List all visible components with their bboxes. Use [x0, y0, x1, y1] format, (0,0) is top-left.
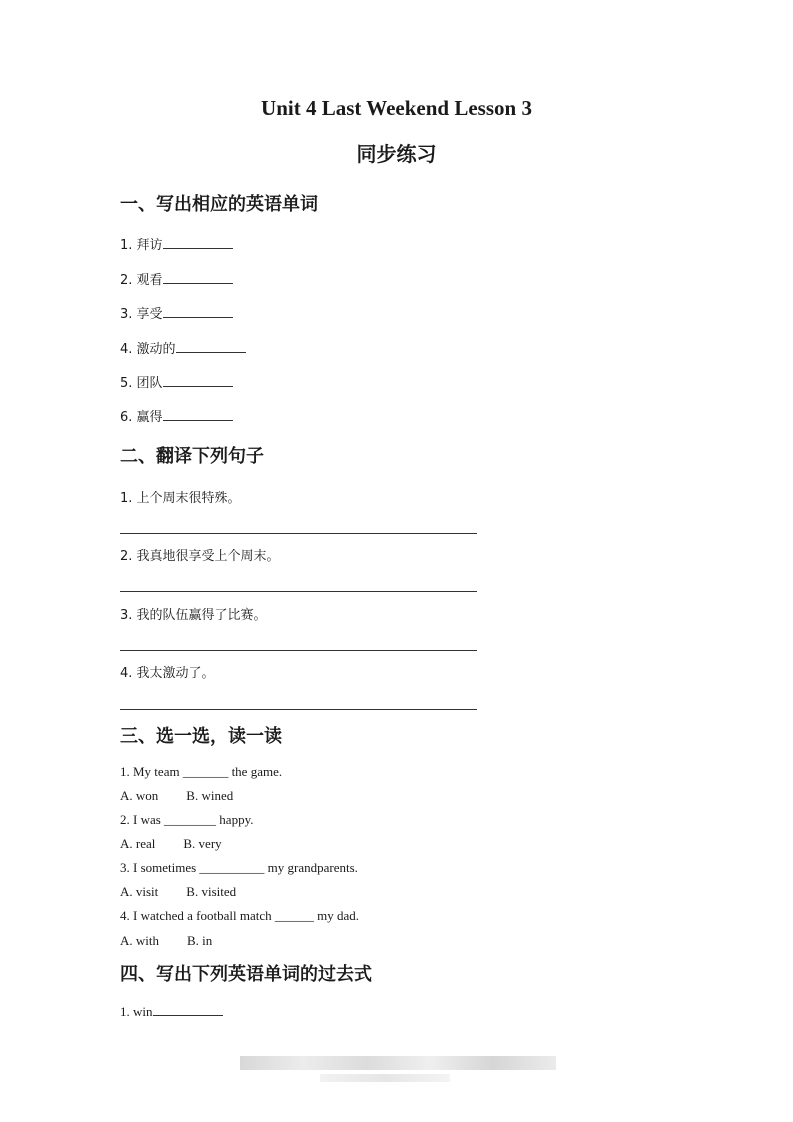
answer-blank[interactable] [163, 408, 233, 421]
item-label: 5. 团队 [120, 376, 163, 391]
list-item: 4. 我太激动了。 [120, 666, 215, 681]
list-item [120, 269, 233, 288]
answer-blank[interactable] [176, 340, 246, 353]
answer-blank[interactable] [163, 236, 233, 249]
options-row [120, 836, 222, 852]
item-label: 2. 观看 [120, 273, 163, 288]
option-a[interactable]: A. with [120, 933, 159, 948]
answer-line[interactable] [120, 650, 477, 651]
option-a[interactable]: A. won [120, 788, 159, 803]
option-b[interactable]: B. in [187, 933, 213, 948]
question-text: 4. I watched a football match ______ my dad. [120, 908, 359, 923]
answer-blank[interactable] [163, 374, 233, 387]
item-label: 1. win [120, 1004, 153, 1019]
answer-line[interactable] [120, 591, 477, 592]
list-item [120, 338, 246, 357]
section-4-heading: 四、写出下列英语单词的过去式 [120, 964, 372, 985]
options-row [120, 788, 233, 804]
options-row [120, 933, 212, 949]
blurred-footer [240, 1056, 556, 1070]
list-item [120, 234, 233, 253]
list-item: 3. 我的队伍赢得了比赛。 [120, 608, 267, 623]
page-title: Unit 4 Last Weekend Lesson 3 [261, 96, 532, 120]
question-text: 1. My team _______ the game. [120, 764, 283, 779]
answer-line[interactable] [120, 533, 477, 534]
option-b[interactable]: B. very [183, 836, 222, 851]
option-b[interactable]: B. wined [186, 788, 234, 803]
option-a[interactable]: A. real [120, 836, 156, 851]
question-text: 2. I was ________ happy. [120, 812, 254, 827]
question-text: 3. I sometimes __________ my grandparents. [120, 860, 358, 875]
item-label: 6. 赢得 [120, 410, 163, 425]
list-item [120, 372, 233, 391]
list-item [120, 406, 233, 425]
list-item [120, 303, 233, 322]
section-2-heading: 二、翻译下列句子 [120, 446, 264, 467]
answer-blank[interactable] [163, 271, 233, 284]
blurred-footer-sub [320, 1074, 450, 1082]
page-subtitle: 同步练习 [356, 142, 437, 166]
item-label: 1. 拜访 [120, 238, 163, 253]
options-row [120, 884, 236, 900]
answer-blank[interactable] [153, 1003, 223, 1016]
list-item: 1. 上个周末很特殊。 [120, 491, 241, 506]
section-1-heading: 一、写出相应的英语单词 [120, 194, 318, 215]
option-b[interactable]: B. visited [186, 884, 237, 899]
section-3-heading: 三、选一选，读一读 [120, 726, 282, 747]
option-a[interactable]: A. visit [120, 884, 159, 899]
list-item [120, 1003, 223, 1020]
answer-blank[interactable] [163, 305, 233, 318]
item-label: 3. 享受 [120, 307, 163, 322]
list-item: 2. 我真地很享受上个周末。 [120, 549, 280, 564]
item-label: 4. 激动的 [120, 342, 176, 357]
answer-line[interactable] [120, 709, 477, 710]
